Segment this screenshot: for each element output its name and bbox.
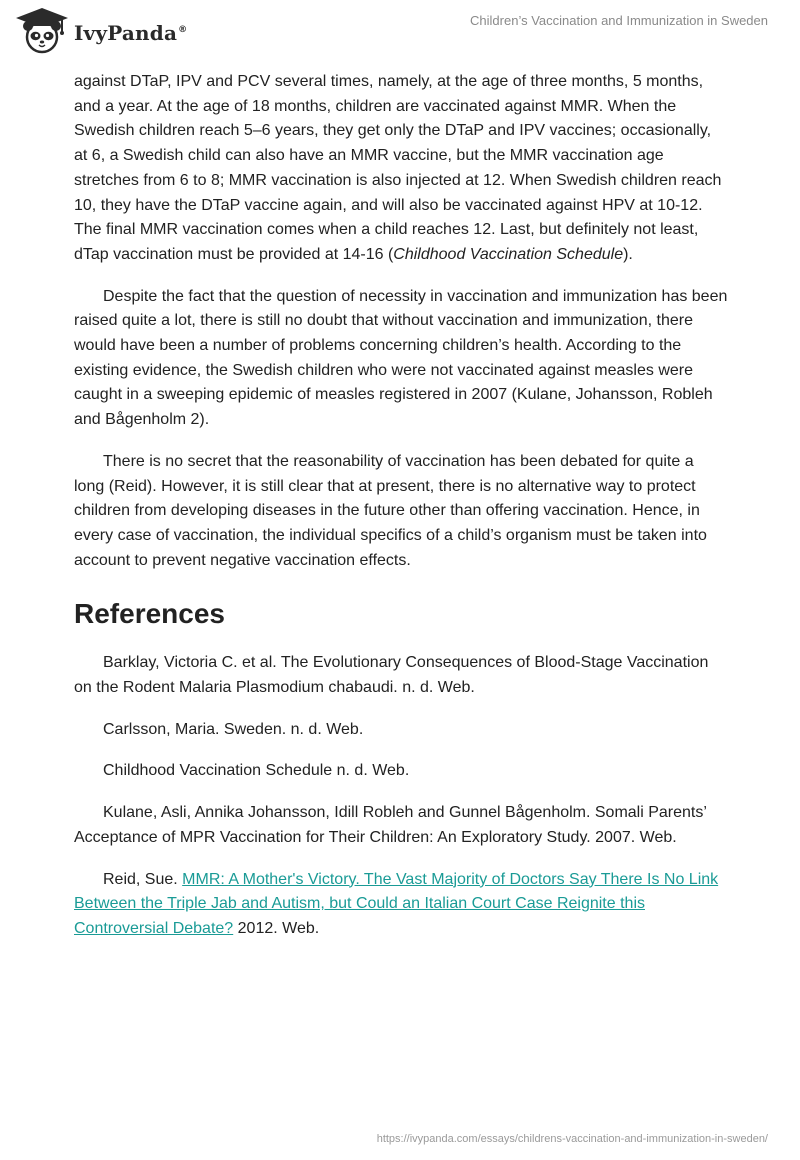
reference-item: Barklay, Victoria C. et al. The Evolutionary Consequences of Blood-Stage Vaccination on the Rodent Malaria Plasmodium chabaudi. n. d. Web.	[74, 654, 709, 697]
registered-mark: ®	[178, 25, 188, 36]
body-paragraph-1: against DTaP, IPV and PCV several times, namely, at the age of three months, 5 months, and a year. At the age of 18 months, children are vaccinated against MMR. When the Swedish children reach 5–6 years, they get only the DTaP and IPV vaccines; occasionally, at 6, a Swedish child can also have an MMR vaccine, but the MMR vaccination age stretches from 6 to 8; MMR vaccination is also injected at 12. When Swedish children reach 10, they have the DTaP vaccine again, and will also be vaccinated against HPV at 10-12. The final MMR vaccination comes when a child reaches 12. Last, but definitely not least, dTap vaccination must be provided at 14-16 (Childhood Vaccination Schedule).	[74, 73, 722, 263]
references-heading: References	[74, 598, 225, 630]
panda-graduate-icon	[14, 6, 70, 56]
page-header	[0, 0, 800, 60]
essay-content	[74, 70, 728, 959]
reference-item: Childhood Vaccination Schedule n. d. Web.	[103, 762, 410, 780]
body-paragraph-2: Despite the fact that the question of necessity in vaccination and immunization has been raised quite a lot, there is still no doubt that without vaccination and immunization, there would have been a number of problems concerning children’s health. According to the existing evidence, the Swedish children who were not vaccinated against measles were caught in a sweeping epidemic of measles registered in 2007 (Kulane, Johansson, Robleh and Bågenholm 2).	[74, 287, 728, 429]
reference-item: Kulane, Asli, Annika Johansson, Idill Robleh and Gunnel Bågenholm. Somali Parents’ Acceptance of MPR Vaccination for Their Children: An Exploratory Study. 2007. Web.	[74, 804, 707, 846]
reference-link-mmr[interactable]: MMR: A Mother's Victory. The Vast Majority of Doctors Say There Is No Link Between the Triple Jab and Autism, but Could an Italian Court Case Reignite this Controversial Debate?	[74, 870, 719, 937]
reference-item-reid: Reid, Sue. MMR: A Mother's Victory. The Vast Majority of Doctors Say There Is No Link Between the Triple Jab and Autism, but Could an Italian Court Case Reignite this Controversial Debate? 2012. Web.	[74, 870, 719, 937]
body-paragraph-3: There is no secret that the reasonability of vaccination has been debated for quite a long (Reid). However, it is still clear that at present, there is no alternative way to protect children from developing diseases in the future other than offering vaccination. Hence, in every case of vaccination, the individual specifics of a child’s organism must be taken into account to prevent negative vaccination effects.	[74, 452, 707, 569]
italic-citation: Childhood Vaccination Schedule	[393, 245, 624, 263]
reference-item: Carlsson, Maria. Sweden. n. d. Web.	[103, 720, 364, 738]
ivypanda-logo[interactable]	[14, 6, 187, 56]
footer-source-url: https://ivypanda.com/essays/childrens-vaccination-and-immunization-in-sweden/	[376, 1133, 768, 1145]
brand-name: IvyPanda®	[74, 21, 188, 45]
document-title: Children’s Vaccination and Immunization in Sweden	[470, 13, 768, 28]
